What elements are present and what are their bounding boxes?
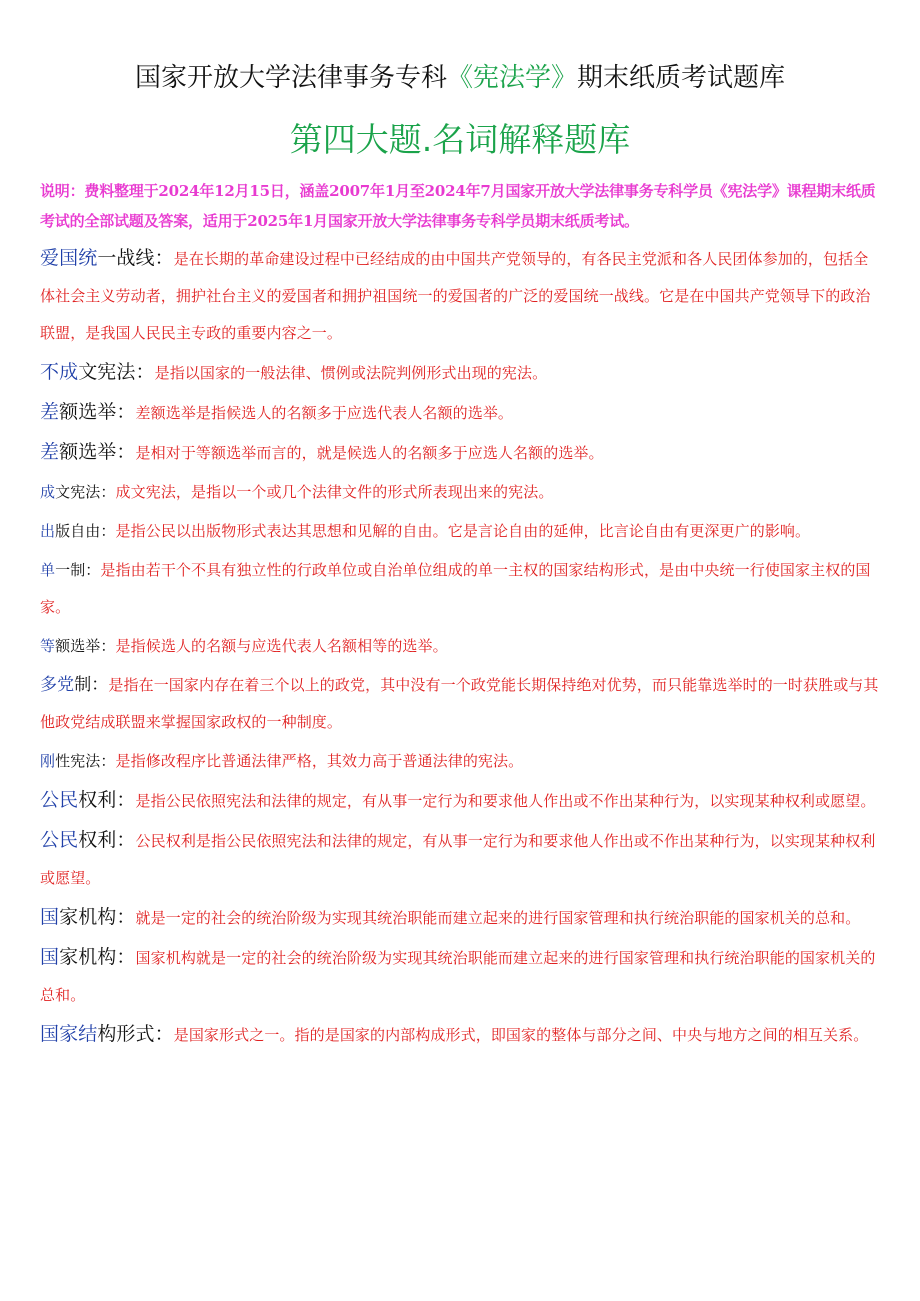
- glossary-entry: [40, 822, 882, 897]
- entry-definition: 是相对于等额选举而言的，就是候选人的名额多于应选人名额的选举。: [135, 444, 604, 462]
- entry-definition: 是指由若干个不具有独立性的行政单位或自治单位组成的单一主权的国家结构形式，是由中央统一行使国家主权的国家。: [40, 561, 871, 616]
- term-head: 多党: [40, 675, 75, 695]
- term-head: 爱国统: [40, 247, 98, 269]
- entry-definition: 是指以国家的一般法律、惯例或法院判例形式出现的宪法。: [154, 364, 548, 382]
- entry-term: [40, 483, 116, 501]
- glossary-entry: [40, 1016, 882, 1054]
- glossary-entry: [40, 899, 882, 937]
- glossary-entry: [40, 628, 882, 665]
- entry-definition: 是指在一国家内存在着三个以上的政党，其中没有一个政党能长期保持绝对优势，而只能靠选举时的一时获胜或与其他政党结成联盟来掌握国家政权的一种制度。: [40, 676, 879, 731]
- glossary-entry: [40, 474, 882, 511]
- glossary-entry: [40, 394, 882, 432]
- term-tail: 文宪法：: [78, 361, 155, 383]
- term-tail: 权利：: [78, 789, 136, 811]
- term-head: 出: [40, 522, 56, 540]
- entry-definition: 是国家形式之一。指的是国家的内部构成形式，即国家的整体与部分之间、中央与地方之间的相互关系。: [173, 1026, 869, 1044]
- term-head: 差: [40, 441, 60, 463]
- glossary-entry: [40, 939, 882, 1014]
- glossary-entry: [40, 240, 882, 352]
- term-tail: 构形式：: [97, 1023, 174, 1045]
- term-head: 公民: [40, 789, 79, 811]
- term-tail: 额选举：: [55, 637, 116, 655]
- entry-term: [40, 441, 136, 463]
- term-head: 刚: [40, 752, 56, 770]
- term-tail: 版自由：: [55, 522, 116, 540]
- glossary-entry: [40, 513, 882, 550]
- entry-term: [40, 1023, 174, 1045]
- term-head: 单: [40, 561, 56, 579]
- entry-definition: 成文宪法，是指以一个或几个法律文件的形式所表现出来的宪法。: [115, 483, 554, 501]
- document-title: [40, 58, 880, 98]
- entry-term: [40, 361, 155, 383]
- term-tail: 一制：: [55, 561, 101, 579]
- section-title: 第四大题.名词解释题库: [289, 120, 631, 159]
- term-head: 等: [40, 637, 56, 655]
- explanatory-note: 说明：费料整理于2024年12月15日，涵盖2007年1月至2024年7月国家开放大学法律事务专科学员《宪法学》课程期末纸质考试的全部试题及答案，适用于2025年1月国家开放大学法律事务专科学员期末纸质考试。: [40, 182, 876, 230]
- glossary-entry: [40, 782, 882, 820]
- term-tail: 权利：: [78, 829, 136, 851]
- term-tail: 家机构：: [59, 906, 136, 928]
- term-head: 不成: [40, 361, 79, 383]
- term-tail: 性宪法：: [55, 752, 116, 770]
- term-head: 差: [40, 401, 60, 423]
- entry-term: [40, 401, 136, 423]
- glossary-entry: [40, 743, 882, 780]
- entry-term: [40, 829, 136, 851]
- entry-definition: 是指候选人的名额与应选代表人名额相等的选举。: [115, 637, 448, 655]
- term-tail: 制：: [74, 675, 109, 695]
- entry-definition: 是在长期的革命建设过程中已经结成的由中国共产党领导的，有各民主党派和各人民团体参加的，包括全体社会主义劳动者，拥护社台主义的爱国者和拥护祖国统一的爱国者的广泛的爱国统一战线。它是在中国共产党领导下的政治联盟，是我国人民民主专政的重要内容之一。: [40, 250, 871, 342]
- term-tail: 家机构：: [59, 946, 136, 968]
- title-suffix: 期末纸质考试题库: [577, 63, 786, 93]
- entry-definition: 国家机构就是一定的社会的统治阶级为实现其统治职能而建立起来的进行国家管理和执行统治职能的国家机关的总和。: [40, 949, 876, 1004]
- entry-term: [40, 561, 100, 579]
- entry-term: [40, 752, 116, 770]
- term-head: 国家结: [40, 1023, 98, 1045]
- entry-definition: 公民权利是指公民依照宪法和法律的规定，有从事一定行为和要求他人作出或不作出某种行为，以实现某种权利或愿望。: [40, 832, 876, 887]
- term-tail: 文宪法：: [55, 483, 116, 501]
- glossary-entry: [40, 552, 882, 626]
- entry-term: [40, 675, 108, 695]
- entry-definition: 是指修改程序比普通法律严格，其效力高于普通法律的宪法。: [115, 752, 524, 770]
- glossary-entry: [40, 667, 882, 741]
- term-head: 国: [40, 906, 60, 928]
- term-tail: 额选举：: [59, 441, 136, 463]
- entry-term: [40, 946, 136, 968]
- glossary-list: [40, 240, 882, 1054]
- entry-definition: 差额选举是指候选人的名额多于应选代表人名额的选举。: [135, 404, 514, 422]
- term-head: 成: [40, 483, 56, 501]
- entry-term: [40, 247, 174, 269]
- title-prefix: 国家开放大学法律事务专科: [134, 63, 447, 93]
- entry-term: [40, 906, 136, 928]
- entry-term: [40, 789, 136, 811]
- entry-term: [40, 637, 116, 655]
- title-course: 《宪法学》: [446, 63, 577, 93]
- entry-definition: 是指公民依照宪法和法律的规定，有从事一定行为和要求他人作出或不作出某种行为，以实现某种权利或愿望。: [135, 792, 876, 810]
- glossary-entry: [40, 434, 882, 472]
- term-tail: 额选举：: [59, 401, 136, 423]
- term-head: 公民: [40, 829, 79, 851]
- glossary-entry: [40, 354, 882, 392]
- term-tail: 一战线：: [97, 247, 174, 269]
- entry-term: [40, 522, 116, 540]
- entry-definition: 就是一定的社会的统治阶级为实现其统治职能而建立起来的进行国家管理和执行统治职能的国家机关的总和。: [135, 909, 861, 927]
- term-head: 国: [40, 946, 60, 968]
- entry-definition: 是指公民以出版物形式表达其思想和见解的自由。它是言论自由的延伸，比言论自由有更深更广的影响。: [115, 522, 811, 540]
